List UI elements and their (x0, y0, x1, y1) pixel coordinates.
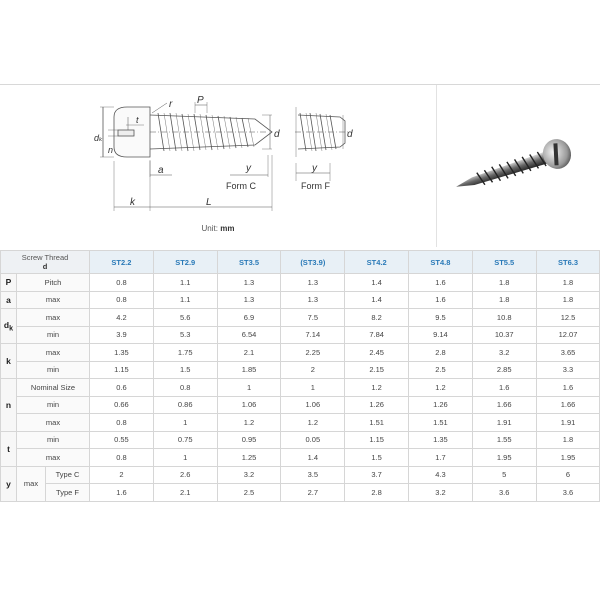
value-cell: 1.15 (90, 361, 154, 379)
value-cell: 3.2 (472, 344, 536, 362)
value-cell: 2.5 (217, 484, 281, 502)
value-cell: 1.25 (217, 449, 281, 467)
table-row (1, 291, 600, 309)
value-cell: 4.3 (409, 466, 473, 484)
value-cell: 0.8 (90, 274, 154, 292)
table-row (1, 431, 600, 449)
value-cell: 1.3 (281, 274, 345, 292)
condition-cell: min (17, 361, 90, 379)
value-cell: 1.91 (472, 414, 536, 432)
condition-cell: min (17, 431, 90, 449)
condition-cell: max (17, 449, 90, 467)
value-cell: 2.8 (409, 344, 473, 362)
table-row (1, 379, 600, 397)
unit-value: mm (220, 224, 235, 233)
label-form-c: Form C (226, 181, 256, 191)
symbol-cell: t (1, 431, 17, 466)
column-header: ST4.2 (345, 251, 409, 274)
value-cell: 6 (536, 466, 600, 484)
value-cell: 3.2 (217, 466, 281, 484)
table-row (1, 414, 600, 432)
value-cell: 7.5 (281, 309, 345, 327)
screw-photo (437, 85, 600, 247)
condition-cell: max (17, 466, 46, 501)
value-cell: 2.15 (345, 361, 409, 379)
label-n: n (108, 145, 114, 155)
value-cell: 1.4 (281, 449, 345, 467)
symbol-cell: P (1, 274, 17, 292)
condition-cell: max (17, 291, 90, 309)
label-d-form-f: d (347, 129, 353, 140)
value-cell: 1.8 (472, 274, 536, 292)
value-cell: 0.75 (153, 431, 217, 449)
value-cell: 12.5 (536, 309, 600, 327)
product-spec-sheet (0, 84, 600, 516)
value-cell: 1.4 (345, 274, 409, 292)
value-cell: 2.5 (409, 361, 473, 379)
value-cell: 1.7 (409, 449, 473, 467)
value-cell: 5.6 (153, 309, 217, 327)
table-row (1, 449, 600, 467)
value-cell: 1.3 (217, 291, 281, 309)
value-cell: 0.86 (153, 396, 217, 414)
value-cell: 1.8 (536, 274, 600, 292)
table-header-row (1, 251, 600, 274)
value-cell: 5.3 (153, 326, 217, 344)
value-cell: 0.95 (217, 431, 281, 449)
value-cell: 1.4 (345, 291, 409, 309)
value-cell: 1.8 (536, 291, 600, 309)
value-cell: 1.06 (281, 396, 345, 414)
value-cell: 0.8 (153, 379, 217, 397)
value-cell: 1.51 (409, 414, 473, 432)
label-L: L (206, 197, 212, 208)
value-cell: 2.1 (217, 344, 281, 362)
table-row (1, 484, 600, 502)
value-cell: 0.8 (90, 291, 154, 309)
value-cell: 2.8 (345, 484, 409, 502)
value-cell: 8.2 (345, 309, 409, 327)
condition-cell: Pitch (17, 274, 90, 292)
label-k: k (130, 197, 135, 208)
value-cell: 2.45 (345, 344, 409, 362)
unit-caption (0, 224, 436, 233)
type-cell: Type F (46, 484, 90, 502)
value-cell: 3.6 (536, 484, 600, 502)
condition-cell: max (17, 414, 90, 432)
diagram-area (0, 84, 600, 247)
value-cell: 2.25 (281, 344, 345, 362)
column-header: ST6.3 (536, 251, 600, 274)
table-row (1, 361, 600, 379)
value-cell: 1.8 (536, 431, 600, 449)
label-a: a (158, 165, 164, 176)
value-cell: 1.5 (345, 449, 409, 467)
condition-cell: max (17, 344, 90, 362)
value-cell: 1.2 (345, 379, 409, 397)
value-cell: 5 (472, 466, 536, 484)
value-cell: 1.15 (345, 431, 409, 449)
value-cell: 0.8 (90, 449, 154, 467)
value-cell: 2.6 (153, 466, 217, 484)
value-cell: 2 (281, 361, 345, 379)
value-cell: 1.2 (409, 379, 473, 397)
column-header: ST5.5 (472, 251, 536, 274)
condition-cell: max (17, 309, 90, 327)
value-cell: 0.8 (90, 414, 154, 432)
value-cell: 1.3 (217, 274, 281, 292)
column-header: ST4.8 (409, 251, 473, 274)
value-cell: 1.91 (536, 414, 600, 432)
screw-dimension-drawing (0, 85, 436, 225)
condition-cell: min (17, 326, 90, 344)
table-row (1, 396, 600, 414)
value-cell: 6.54 (217, 326, 281, 344)
product-photo (437, 85, 600, 247)
symbol-cell: $d_k$ (1, 309, 17, 344)
value-cell: 1.35 (90, 344, 154, 362)
label-d-form-c: d (274, 129, 280, 140)
value-cell: 7.14 (281, 326, 345, 344)
label-dk: dₖ (94, 133, 103, 143)
value-cell: 6.9 (217, 309, 281, 327)
value-cell: 2.1 (153, 484, 217, 502)
label-r: r (169, 99, 173, 110)
value-cell: 4.2 (90, 309, 154, 327)
value-cell: 10.8 (472, 309, 536, 327)
value-cell: 1.6 (536, 379, 600, 397)
value-cell: 1.5 (153, 361, 217, 379)
value-cell: 3.2 (409, 484, 473, 502)
value-cell: 1.6 (409, 291, 473, 309)
header-screw-thread: Screw Thread d (1, 251, 90, 274)
column-header: ST2.9 (153, 251, 217, 274)
value-cell: 1.66 (536, 396, 600, 414)
value-cell: 3.9 (90, 326, 154, 344)
technical-drawing (0, 85, 437, 247)
value-cell: 1.26 (345, 396, 409, 414)
symbol-cell: a (1, 291, 17, 309)
value-cell: 1.75 (153, 344, 217, 362)
value-cell: 1.8 (472, 291, 536, 309)
value-cell: 0.55 (90, 431, 154, 449)
value-cell: 1.6 (472, 379, 536, 397)
value-cell: 7.84 (345, 326, 409, 344)
value-cell: 1.85 (217, 361, 281, 379)
label-y-form-f: y (312, 163, 317, 174)
unit-prefix: Unit: (201, 224, 218, 233)
value-cell: 1.26 (409, 396, 473, 414)
value-cell: 9.14 (409, 326, 473, 344)
column-header: (ST3.9) (281, 251, 345, 274)
value-cell: 3.6 (472, 484, 536, 502)
value-cell: 2 (90, 466, 154, 484)
value-cell: 1.6 (90, 484, 154, 502)
value-cell: 2.85 (472, 361, 536, 379)
value-cell: 9.5 (409, 309, 473, 327)
value-cell: 1 (217, 379, 281, 397)
value-cell: 3.7 (345, 466, 409, 484)
table-row (1, 309, 600, 327)
value-cell: 0.6 (90, 379, 154, 397)
value-cell: 1.1 (153, 274, 217, 292)
symbol-cell: k (1, 344, 17, 379)
value-cell: 1 (153, 449, 217, 467)
table-row (1, 344, 600, 362)
value-cell: 1.2 (281, 414, 345, 432)
value-cell: 1.95 (472, 449, 536, 467)
label-P: P (197, 95, 204, 106)
value-cell: 2.7 (281, 484, 345, 502)
value-cell: 12.07 (536, 326, 600, 344)
value-cell: 3.3 (536, 361, 600, 379)
value-cell: 1 (153, 414, 217, 432)
table-row (1, 326, 600, 344)
label-t: t (136, 115, 139, 125)
value-cell: 1.55 (472, 431, 536, 449)
value-cell: 1.95 (536, 449, 600, 467)
value-cell: 1.3 (281, 291, 345, 309)
value-cell: 10.37 (472, 326, 536, 344)
symbol-cell: y (1, 466, 17, 501)
value-cell: 1.1 (153, 291, 217, 309)
type-cell: Type C (46, 466, 90, 484)
value-cell: 0.05 (281, 431, 345, 449)
label-form-f: Form F (301, 181, 330, 191)
symbol-cell: n (1, 379, 17, 432)
value-cell: 1.2 (217, 414, 281, 432)
column-header: ST2.2 (90, 251, 154, 274)
value-cell: 1.06 (217, 396, 281, 414)
value-cell: 1 (281, 379, 345, 397)
value-cell: 1.66 (472, 396, 536, 414)
label-y-form-c: y (246, 163, 251, 174)
value-cell: 1.35 (409, 431, 473, 449)
condition-cell: Nominal Size (17, 379, 90, 397)
dimensions-table (0, 250, 600, 502)
value-cell: 1.51 (345, 414, 409, 432)
value-cell: 1.6 (409, 274, 473, 292)
value-cell: 3.5 (281, 466, 345, 484)
condition-cell: min (17, 396, 90, 414)
column-header: ST3.5 (217, 251, 281, 274)
table-row (1, 274, 600, 292)
value-cell: 0.66 (90, 396, 154, 414)
value-cell: 3.65 (536, 344, 600, 362)
table-row (1, 466, 600, 484)
